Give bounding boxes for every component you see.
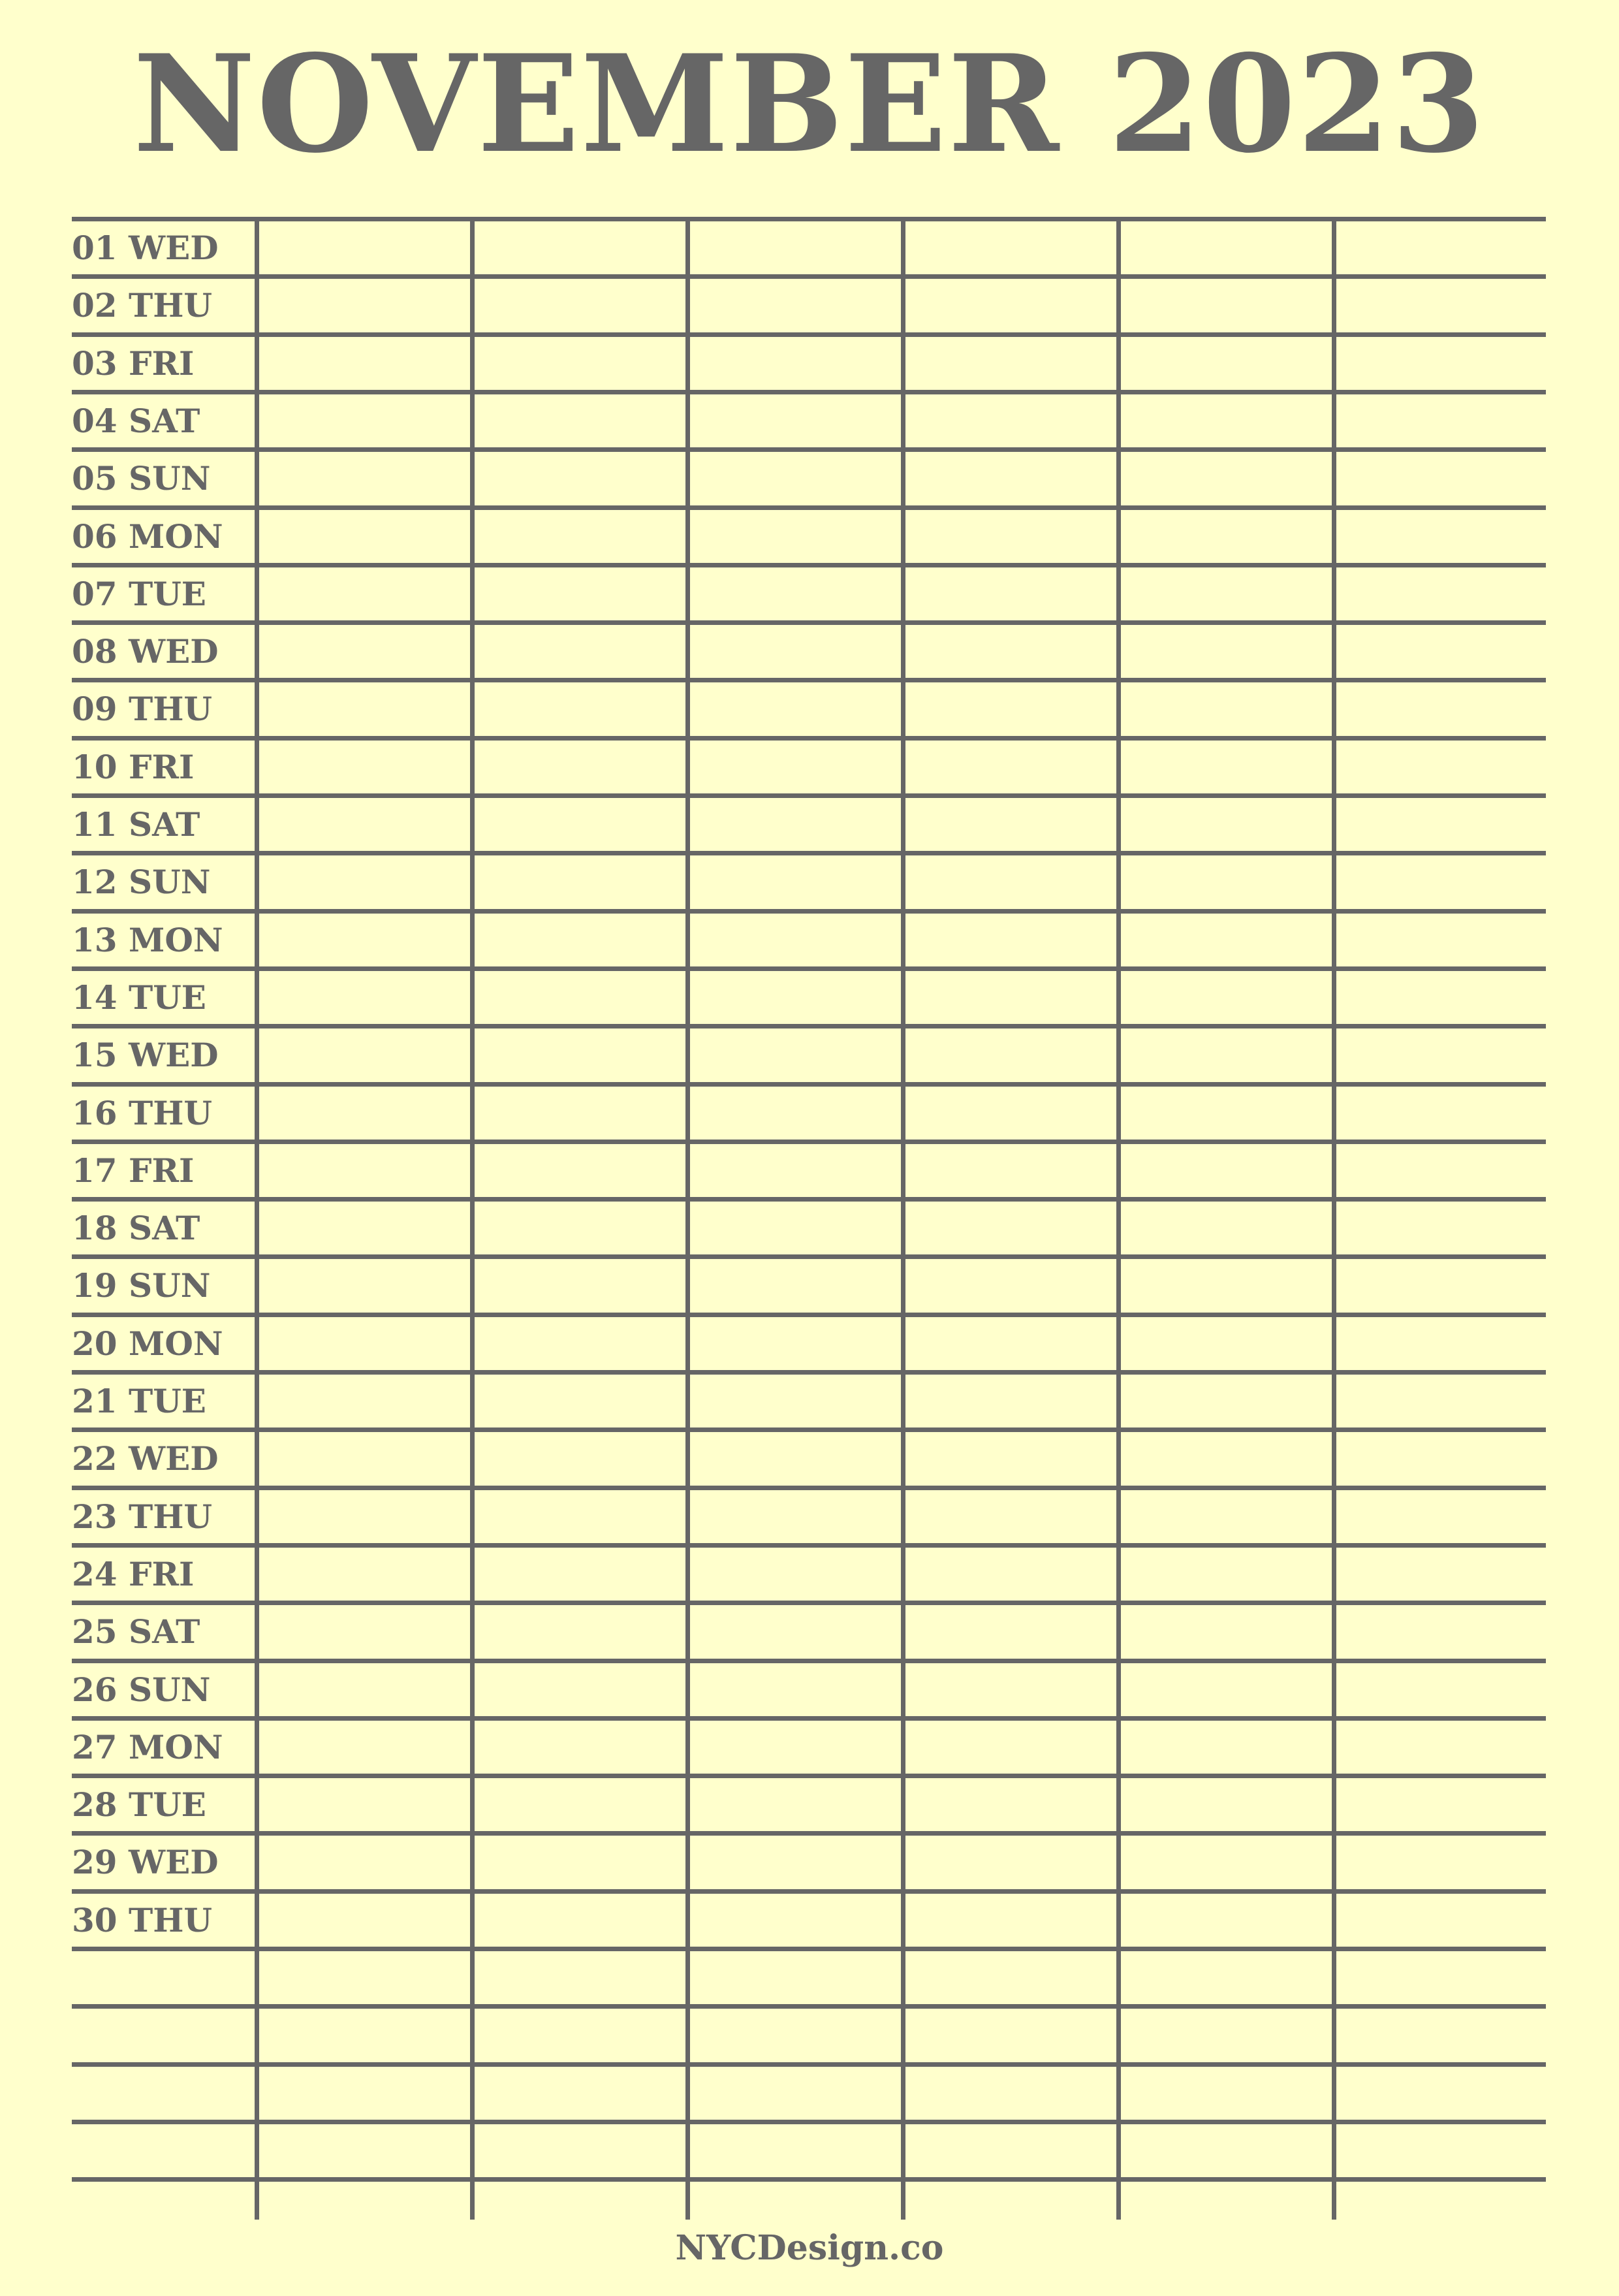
day-label: 06 MON	[72, 517, 223, 556]
row-divider	[72, 1774, 1546, 1778]
day-label: 19 SUN	[72, 1266, 211, 1305]
day-label: 02 THU	[72, 285, 213, 325]
row-divider	[72, 966, 1546, 971]
day-label: 17 FRI	[72, 1151, 195, 1190]
column-divider	[901, 217, 905, 2220]
day-label: 03 FRI	[72, 343, 195, 383]
day-label: 08 WED	[72, 631, 219, 671]
row-divider	[72, 1889, 1546, 1894]
row-divider	[72, 2004, 1546, 2009]
row-divider	[72, 2177, 1546, 2182]
day-label: 27 MON	[72, 1727, 223, 1766]
day-label: 09 THU	[72, 689, 213, 728]
row-divider	[72, 505, 1546, 510]
day-label: 22 WED	[72, 1439, 219, 1478]
day-label: 25 SAT	[72, 1612, 200, 1651]
column-divider	[1332, 217, 1336, 2220]
row-divider	[72, 1024, 1546, 1028]
calendar-title: NOVEMBER 2023	[133, 26, 1486, 183]
row-divider	[72, 1254, 1546, 1259]
column-divider	[255, 217, 259, 2220]
day-label: 01 WED	[72, 228, 219, 267]
day-label: 07 TUE	[72, 574, 206, 613]
row-divider	[72, 620, 1546, 625]
column-divider	[685, 217, 690, 2220]
row-divider	[72, 1716, 1546, 1721]
day-label: 24 FRI	[72, 1554, 195, 1593]
day-label: 05 SUN	[72, 458, 211, 498]
row-divider	[72, 1140, 1546, 1144]
footer-brand: NYCDesign.co	[675, 2228, 944, 2268]
day-label: 13 MON	[72, 920, 223, 959]
row-divider	[72, 563, 1546, 567]
row-divider	[72, 217, 1546, 221]
day-label: 04 SAT	[72, 401, 200, 440]
row-divider	[72, 1370, 1546, 1375]
day-label: 10 FRI	[72, 747, 195, 786]
column-divider	[1116, 217, 1121, 2220]
day-label: 11 SAT	[72, 805, 200, 844]
day-label: 12 SUN	[72, 862, 211, 901]
row-divider	[72, 736, 1546, 741]
row-divider	[72, 1543, 1546, 1548]
row-divider	[72, 2062, 1546, 2067]
row-divider	[72, 1486, 1546, 1490]
row-divider	[72, 1831, 1546, 1836]
day-label: 18 SAT	[72, 1208, 200, 1247]
row-divider	[72, 390, 1546, 394]
day-label: 29 WED	[72, 1842, 219, 1881]
row-divider	[72, 1659, 1546, 1663]
row-divider	[72, 851, 1546, 855]
day-label: 30 THU	[72, 1900, 213, 1939]
row-divider	[72, 678, 1546, 682]
row-divider	[72, 1947, 1546, 1951]
day-label: 20 MON	[72, 1324, 223, 1363]
row-divider	[72, 1313, 1546, 1317]
row-divider	[72, 1197, 1546, 1202]
row-divider	[72, 2120, 1546, 2124]
row-divider	[72, 274, 1546, 279]
day-label: 26 SUN	[72, 1670, 211, 1709]
day-label: 14 TUE	[72, 978, 206, 1017]
day-label: 28 TUE	[72, 1785, 206, 1824]
column-divider	[470, 217, 475, 2220]
day-label: 21 TUE	[72, 1381, 206, 1420]
row-divider	[72, 332, 1546, 337]
row-divider	[72, 447, 1546, 452]
row-divider	[72, 1082, 1546, 1087]
row-divider	[72, 1427, 1546, 1432]
day-label: 16 THU	[72, 1093, 213, 1132]
row-divider	[72, 793, 1546, 798]
row-divider	[72, 909, 1546, 914]
day-label: 23 THU	[72, 1497, 213, 1536]
day-label: 15 WED	[72, 1035, 219, 1074]
row-divider	[72, 1601, 1546, 1605]
